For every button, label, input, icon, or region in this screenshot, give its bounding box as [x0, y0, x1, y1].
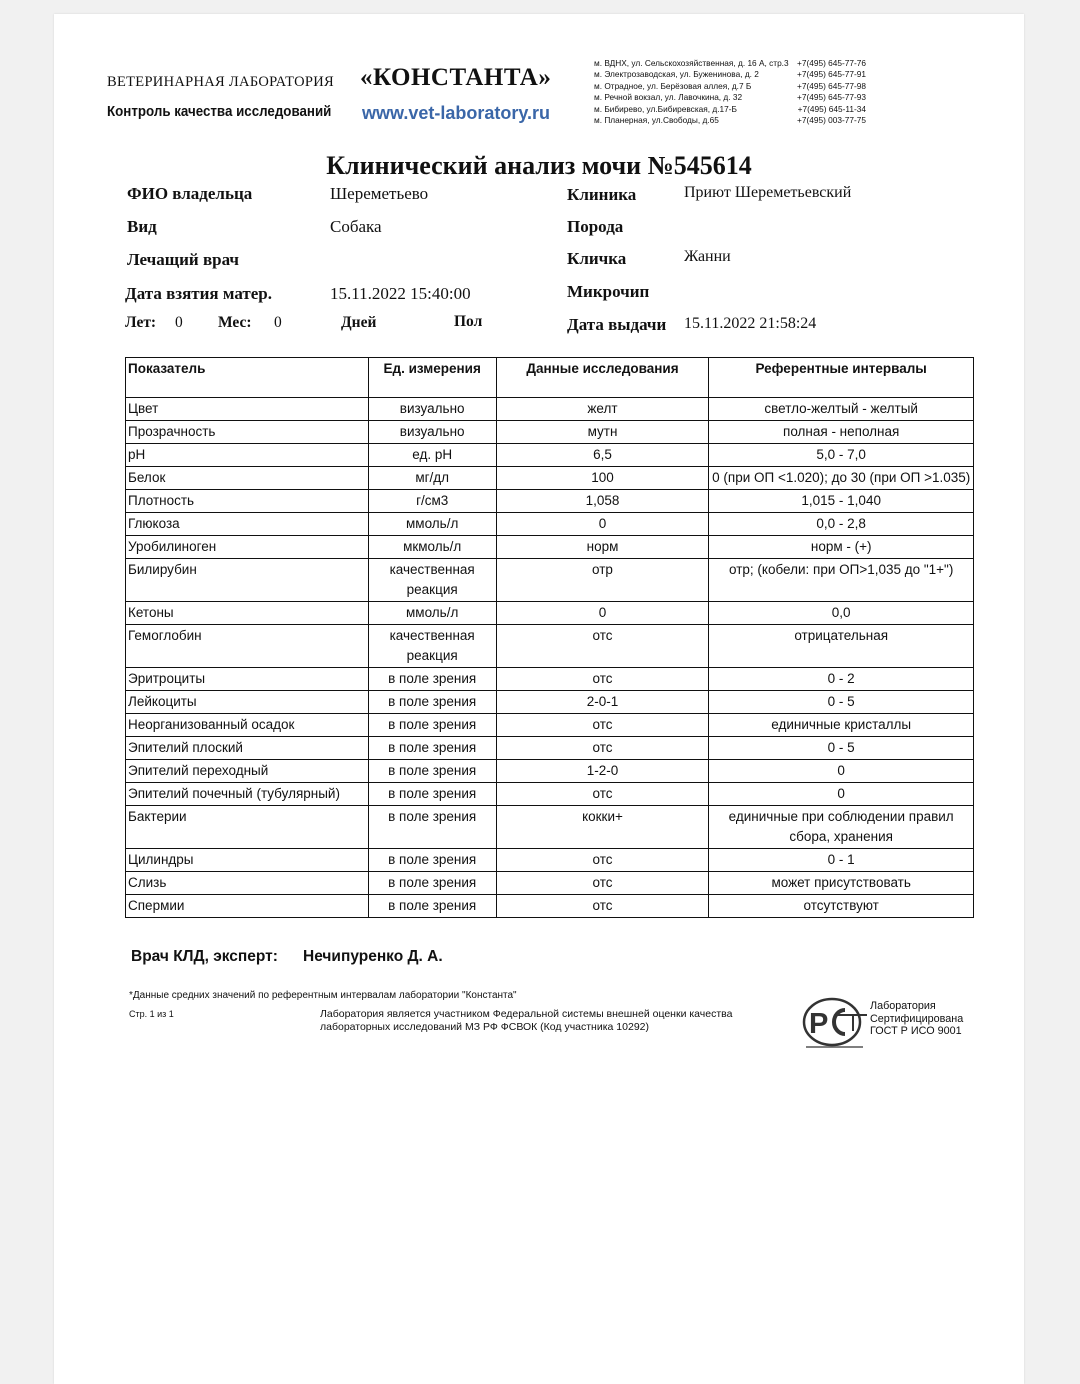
months-value: 0 — [274, 314, 282, 331]
document-title: Клинический анализ мочи №545614 — [326, 151, 752, 180]
table-row — [126, 895, 974, 918]
result-cell: отс — [496, 737, 709, 760]
table-row — [126, 872, 974, 895]
rst-certification-logo-icon — [801, 993, 871, 1051]
unit-cell: в поле зрения — [368, 760, 496, 783]
lab-website: www.vet-laboratory.ru — [362, 103, 551, 123]
expert-label: Врач КЛД, эксперт: — [131, 948, 278, 965]
cert-line-3: ГОСТ Р ИСО 9001 — [870, 1025, 962, 1037]
unit-cell: в поле зрения — [368, 895, 496, 918]
issue-date-value: 15.11.2022 21:58:24 — [684, 315, 817, 332]
table-row — [126, 783, 974, 806]
sex-label: Пол — [454, 313, 483, 330]
parameter-cell: Билирубин — [126, 559, 369, 602]
table-row — [126, 421, 974, 444]
reference-cell: может присутствовать — [709, 872, 974, 895]
result-cell: кокки+ — [496, 806, 709, 849]
breed-label: Порода — [567, 217, 624, 236]
species-value: Собака — [330, 217, 382, 236]
reference-cell: 0 - 5 — [709, 737, 974, 760]
species-label: Вид — [127, 217, 157, 236]
unit-cell: ед. pH — [368, 444, 496, 467]
parameter-cell: Эритроциты — [126, 668, 369, 691]
result-cell: отс — [496, 849, 709, 872]
reference-cell: 1,015 - 1,040 — [709, 490, 974, 513]
address-phone: +7(495) 003-77-75 — [797, 115, 866, 126]
address-text: м. ВДНХ, ул. Сельскохозяйственная, д. 16 А, стр.3 — [594, 58, 789, 68]
table-row — [126, 536, 974, 559]
parameter-cell: Эпителий почечный (тубулярный) — [126, 783, 369, 806]
unit-cell: в поле зрения — [368, 668, 496, 691]
address-row — [594, 69, 866, 80]
unit-cell: в поле зрения — [368, 806, 496, 849]
parameter-cell: Прозрачность — [126, 421, 369, 444]
table-row — [126, 625, 974, 668]
column-header-parameter: Показатель — [126, 358, 369, 398]
address-text: м. Бибирево, ул.Бибиревская, д.17-Б — [594, 103, 737, 114]
table-row — [126, 467, 974, 490]
parameter-cell: Плотность — [126, 490, 369, 513]
result-cell: отс — [496, 895, 709, 918]
parameter-cell: Бактерии — [126, 806, 369, 849]
unit-cell: мкмоль/л — [368, 536, 496, 559]
address-phone: +7(495) 645-77-91 — [797, 69, 866, 80]
reference-cell: отр; (кобели: при ОП>1,035 до "1+") — [709, 559, 974, 602]
parameter-cell: Глюкоза — [126, 513, 369, 536]
parameter-cell: Белок — [126, 467, 369, 490]
result-cell: 0 — [496, 513, 709, 536]
issue-date-label: Дата выдачи — [567, 315, 667, 334]
cert-line-2: Сертифицирована — [870, 1012, 964, 1025]
reference-cell: 0 — [709, 760, 974, 783]
address-row — [594, 104, 866, 115]
table-row — [126, 398, 974, 421]
parameter-cell: Кетоны — [126, 602, 369, 625]
years-value: 0 — [175, 314, 183, 331]
parameter-cell: Гемоглобин — [126, 625, 369, 668]
nickname-value: Жанни — [684, 248, 731, 265]
result-cell: 2-0-1 — [496, 691, 709, 714]
table-row — [126, 559, 974, 602]
result-cell: отс — [496, 625, 709, 668]
page-number: Стр. 1 из 1 — [129, 1009, 174, 1019]
address-row — [594, 81, 866, 92]
reference-cell: 0 (при ОП <1.020); до 30 (при ОП >1.035) — [709, 467, 974, 490]
reference-cell: светло-желтый - желтый — [709, 398, 974, 421]
address-list — [594, 58, 866, 126]
address-text: м. Электрозаводская, ул. Буженинова, д. 2 — [594, 69, 759, 80]
reference-cell: 0 - 2 — [709, 668, 974, 691]
reference-cell: 0 — [709, 783, 974, 806]
parameter-cell: Эпителий плоский — [126, 737, 369, 760]
unit-cell: визуально — [368, 421, 496, 444]
unit-cell: в поле зрения — [368, 849, 496, 872]
result-cell: отс — [496, 714, 709, 737]
doctor-label: Лечащий врач — [127, 250, 239, 269]
reference-cell: 0 - 5 — [709, 691, 974, 714]
years-label: Лет: — [125, 314, 157, 331]
lab-subtitle: Контроль качества исследований — [107, 104, 332, 120]
result-cell: 1-2-0 — [496, 760, 709, 783]
results-table — [125, 357, 974, 918]
lab-name: «КОНСТАНТА» — [360, 64, 552, 91]
table-row — [126, 444, 974, 467]
cert-line-1: Лаборатория — [870, 1000, 936, 1012]
lab-prefix: ВЕТЕРИНАРНАЯ ЛАБОРАТОРИЯ — [107, 74, 334, 90]
clinic-value: Приют Шереметьевский — [684, 184, 852, 201]
reference-cell: полная - неполная — [709, 421, 974, 444]
unit-cell: качественная реакция — [368, 559, 496, 602]
reference-cell: норм - (+) — [709, 536, 974, 559]
svg-text:Р: Р — [809, 1008, 829, 1040]
unit-cell: ммоль/л — [368, 513, 496, 536]
unit-cell: визуально — [368, 398, 496, 421]
parameter-cell: Уробилиноген — [126, 536, 369, 559]
reference-cell: отрицательная — [709, 625, 974, 668]
reference-cell: 0,0 - 2,8 — [709, 513, 974, 536]
table-row — [126, 737, 974, 760]
address-phone: +7(495) 645-11-34 — [797, 103, 866, 114]
reference-cell: единичные при соблюдении правил сбора, хранения — [709, 806, 974, 849]
table-row — [126, 849, 974, 872]
unit-cell: качественная реакция — [368, 625, 496, 668]
parameter-cell: Цилиндры — [126, 849, 369, 872]
owner-label: ФИО владельца — [127, 184, 253, 203]
sample-date-value: 15.11.2022 15:40:00 — [330, 284, 471, 303]
table-row — [126, 513, 974, 536]
parameter-cell: pH — [126, 444, 369, 467]
unit-cell: в поле зрения — [368, 783, 496, 806]
address-row — [594, 92, 866, 103]
owner-value: Шереметьево — [330, 184, 429, 203]
sample-date-label: Дата взятия матер. — [125, 284, 272, 303]
unit-cell: ммоль/л — [368, 602, 496, 625]
address-row — [594, 58, 866, 69]
address-text: м. Отрадное, ул. Берёзовая аллея, д.7 Б — [594, 80, 752, 91]
months-label: Мес: — [218, 314, 252, 331]
parameter-cell: Спермии — [126, 895, 369, 918]
address-phone: +7(495) 645-77-93 — [797, 92, 866, 103]
clinic-label: Клиника — [567, 185, 637, 204]
days-label: Дней — [341, 314, 377, 331]
result-cell: отс — [496, 668, 709, 691]
reference-cell: 0,0 — [709, 602, 974, 625]
parameter-cell: Лейкоциты — [126, 691, 369, 714]
unit-cell: в поле зрения — [368, 872, 496, 895]
table-header-row — [126, 358, 974, 398]
result-cell: норм — [496, 536, 709, 559]
reference-cell: 5,0 - 7,0 — [709, 444, 974, 467]
parameter-cell: Неорганизованный осадок — [126, 714, 369, 737]
result-cell: 1,058 — [496, 490, 709, 513]
table-row — [126, 490, 974, 513]
table-row — [126, 760, 974, 783]
report-page — [54, 14, 1024, 1384]
unit-cell: в поле зрения — [368, 714, 496, 737]
fsvok-note: Лаборатория является участником Федеральной системы внешней оценки качества лабораторных исследований МЗ РФ ФСВОК (Код участника 10292) — [320, 1008, 733, 1033]
address-phone: +7(495) 645-77-98 — [797, 80, 866, 91]
table-row — [126, 806, 974, 849]
address-text: м. Планерная, ул.Свободы, д.65 — [594, 115, 719, 126]
nickname-label: Кличка — [567, 249, 627, 268]
reference-cell: отсутствуют — [709, 895, 974, 918]
unit-cell: в поле зрения — [368, 691, 496, 714]
table-row — [126, 714, 974, 737]
reference-cell: 0 - 1 — [709, 849, 974, 872]
result-cell: 100 — [496, 467, 709, 490]
column-header-result: Данные исследования — [496, 358, 709, 398]
table-row — [126, 668, 974, 691]
unit-cell: мг/дл — [368, 467, 496, 490]
reference-cell: единичные кристаллы — [709, 714, 974, 737]
table-row — [126, 691, 974, 714]
address-text: м. Речной вокзал, ул. Лавочкина, д. 32 — [594, 92, 743, 103]
result-cell: 0 — [496, 602, 709, 625]
address-row — [594, 115, 866, 126]
address-phone: +7(495) 645-77-76 — [797, 58, 866, 68]
result-cell: отр — [496, 559, 709, 602]
result-cell: мутн — [496, 421, 709, 444]
unit-cell: в поле зрения — [368, 737, 496, 760]
table-row — [126, 602, 974, 625]
certification-text — [870, 1000, 963, 1038]
result-cell: 6,5 — [496, 444, 709, 467]
parameter-cell: Цвет — [126, 398, 369, 421]
microchip-label: Микрочип — [567, 282, 650, 301]
column-header-reference: Референтные интервалы — [709, 358, 974, 398]
unit-cell: г/см3 — [368, 490, 496, 513]
footnote: *Данные средних значений по референтным интервалам лаборатории "Константа" — [129, 990, 517, 1001]
expert-name: Нечипуренко Д. А. — [303, 948, 443, 965]
parameter-cell: Эпителий переходный — [126, 760, 369, 783]
result-cell: отс — [496, 872, 709, 895]
result-cell: желт — [496, 398, 709, 421]
result-cell: отс — [496, 783, 709, 806]
column-header-unit: Ед. измерения — [368, 358, 496, 398]
parameter-cell: Слизь — [126, 872, 369, 895]
